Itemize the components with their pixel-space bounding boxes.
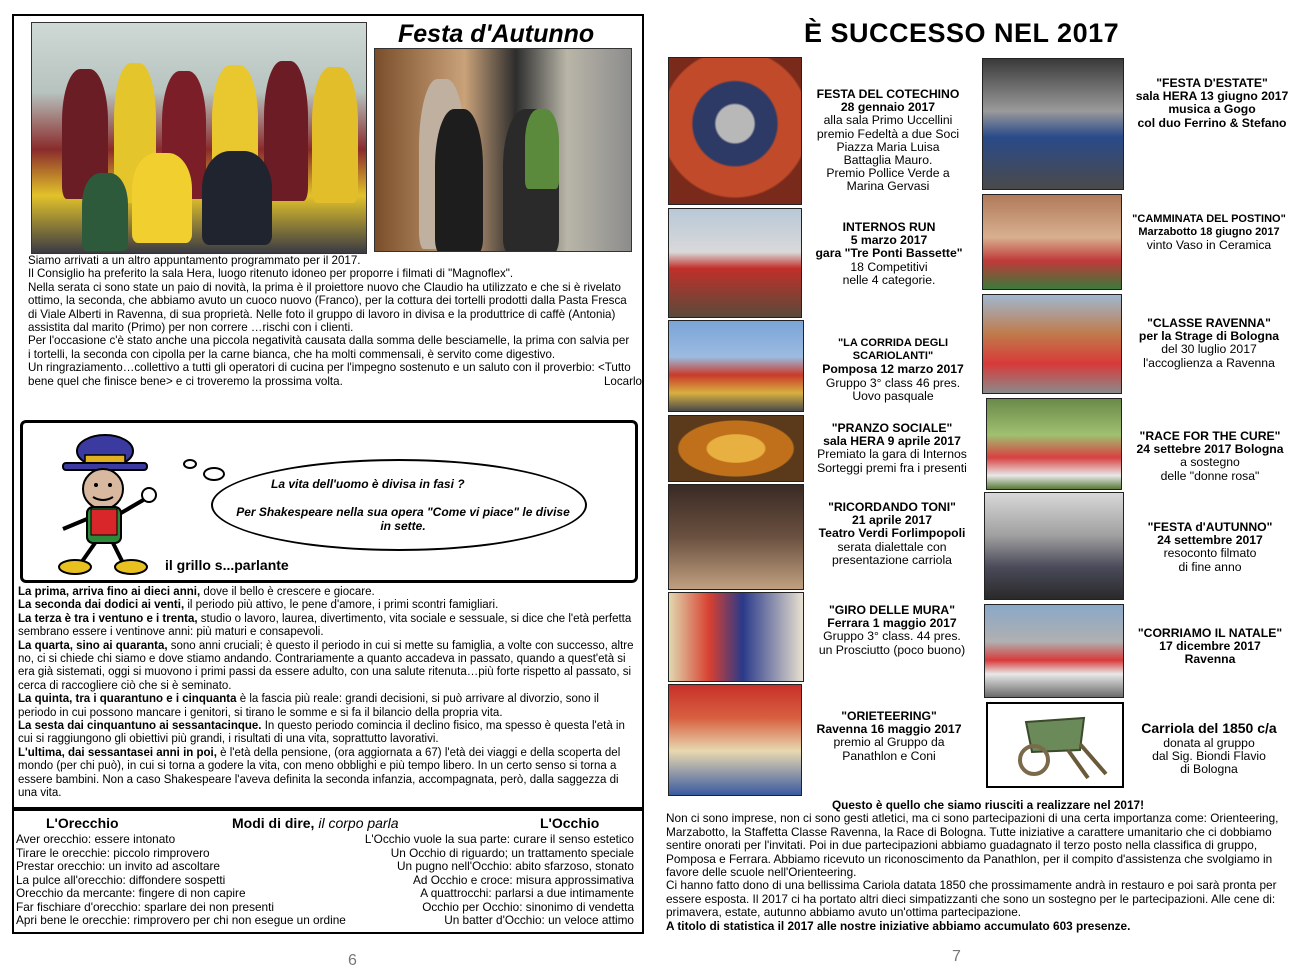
page-title: Festa d'Autunno xyxy=(398,20,595,48)
event-date: Ferrara 1 maggio 2017 xyxy=(827,616,957,631)
phase-paragraph xyxy=(18,599,638,612)
phase-text: il periodo più attivo, le pene d'amore, i primi scontri famigliari. xyxy=(184,599,499,612)
event-detail: donata al gruppo xyxy=(1163,736,1255,750)
phase-lead: La quinta, tra i quarantuno e i cinquanta xyxy=(18,693,237,706)
ricordando-toni-photo xyxy=(668,484,804,590)
event-name: "RICORDANDO TONI" xyxy=(828,500,956,514)
event-detail: delle "donne rosa" xyxy=(1160,468,1260,483)
event-detail: dal Sig. Biondi Flavio xyxy=(1152,749,1266,764)
list-item: A quattrocchi: parlarsi a due intimamente xyxy=(420,886,634,900)
phase-text: è l'età della pensione, (ora aggiornata a 67) l'età dei viaggi e della scoperta del mondo (per chi può), in cui si torna a godere la vita, con meno obblighi e più tempo libero. In un certo senso si torna a essere bambini. Non a caso Shakespeare l'aveva definita la seconda infanzia, accompagnata, però, dalla saggezza di una vita. xyxy=(18,746,621,800)
event-detail: premio al Gruppo da xyxy=(833,735,945,750)
summary-paragraph: Non ci sono imprese, non ci sono gesti atletici, ma ci sono partecipazioni di una certa importanza come: Orienteering, Marzabotto, la Staffetta Classe Ravenna, la Race di Bologna. Tutte iniziative a carattere umanitario che ci dobbiamo sentire onorati per l'invitati. Poi in due partecipazioni abbiamo guadagnato il terzo posto nella classifica di gruppo, Pomposa e Ferrara. Abbiamo ricevuto un riconoscimento da Panathlon, per il compito d'assistenza che svolgiamo in favore delle scuole nell'Orienteering. xyxy=(666,811,1279,880)
event-detail: resoconto filmato xyxy=(1163,546,1257,561)
wheelbarrow-icon xyxy=(988,704,1122,786)
festa-estate-photo xyxy=(982,58,1124,190)
phase-text: è la fascia più reale: grandi decisioni, si può arrivare al divorzio, sono il periodo in cui possono mancare i genitori, si tirano le somme e si fa il bilancio della propria vita. xyxy=(18,693,599,719)
event-internos-run xyxy=(804,221,974,287)
event-detail: Battaglia Mauro. xyxy=(843,153,933,168)
bubble-answer: Per Shakespeare nella sua opera "Come vi piace" le divise in sette. xyxy=(236,505,570,533)
phase-paragraph xyxy=(18,613,638,640)
list-item: Un pugno nell'Occhio: abito sfarzoso, stonato xyxy=(396,859,634,873)
event-detail: Premio Pollice Verde a xyxy=(826,166,950,181)
cartoon-box xyxy=(20,420,638,583)
phase-paragraph xyxy=(18,640,638,694)
event-festa-autunno xyxy=(1126,521,1294,574)
phase-paragraph xyxy=(18,693,638,720)
list-item: Orecchio da mercante: fingere di non capire xyxy=(16,886,246,900)
page-number-left: 6 xyxy=(348,952,357,969)
event-detail: Piazza Maria Luisa xyxy=(836,139,940,154)
event-detail: Uovo pasquale xyxy=(852,388,934,403)
event-corriamo-natale xyxy=(1124,627,1296,667)
event-date: sala HERA 13 giugno 2017 xyxy=(1135,89,1289,104)
eye-heading: L'Occhio xyxy=(540,815,600,831)
list-item: Un Occhio di riguardo; un trattamento speciale xyxy=(390,845,634,860)
list-item: Tirare le orecchie: piccolo rimprovero xyxy=(16,845,210,860)
event-detail: vinto Vaso in Ceramica xyxy=(1146,238,1272,253)
cartoon-caption: il grillo s...parlante xyxy=(165,557,289,573)
list-item: Prestar orecchio: un invito ad ascoltare xyxy=(16,859,220,873)
event-date: Pomposa 12 marzo 2017 xyxy=(822,362,964,377)
event-date: 24 settembre 2017 xyxy=(1157,533,1263,548)
event-detail: Premiato la gara di Internos xyxy=(817,447,967,462)
list-item: Un batter d'Occhio: un veloce attimo xyxy=(444,913,634,927)
phase-text: sono anni cruciali; è questo il periodo in cui si mette su famiglia, a volte con successo, altre no, ci si chiede chi siamo e dove stiamo andando. Contrariamente a quanto accadeva in passato, quando a quest'età si era già sistemati, oggi si muovono i primi passi da essere adulto, con una salute ritenuta…più forte rispetto al passato, si cerca di raccogliere ciò che si è seminato. xyxy=(18,639,634,692)
event-date: Marzabotto 18 giugno 2017 xyxy=(1138,226,1280,239)
event-detail: Gruppo 3° class. 44 pres. xyxy=(823,629,961,644)
giro-mura-photo xyxy=(668,592,804,682)
event-name: INTERNOS RUN xyxy=(842,220,936,234)
summary-paragraph: Ci hanno fatto dono di una bellissima Cariola datata 1850 che prossimamente andrà in restauro e poi sarà pronta per essere esposta. Il 2017 ci ha portato altri dieci simpatizzanti che sono un sostegno per le partecipazioni. Alle cene di: primavera, estate, autunno abbiamo avuto un'ottima partecipazione. xyxy=(666,878,1277,920)
festa-story xyxy=(28,254,642,388)
story-paragraph: Un ringraziamento…collettivo a tutti gli operatori di cucina per l'impegno sostenuto e un saluto con il proverbio: <Tutto bene quel che finisce bene> e ci troveremo la prossima volta. xyxy=(28,361,631,388)
event-detail: di fine anno xyxy=(1178,559,1242,574)
phase-paragraph xyxy=(18,586,638,599)
event-detail: Sorteggi premi fra i presenti xyxy=(817,460,967,475)
kitchen-photo xyxy=(374,48,632,252)
event-name: "GIRO DELLE MURA" xyxy=(829,603,955,617)
list-item: Ad Occhio e croce: misura approssimativa xyxy=(413,872,634,887)
festa-autunno-photo xyxy=(984,492,1124,600)
event-detail-bold: musica a Gogo xyxy=(1168,102,1256,117)
sayings-heading-italic: il corpo parla xyxy=(314,815,399,831)
thought-dot-small xyxy=(183,459,197,469)
phase-lead: La terza è tra i ventuno e i trenta, xyxy=(18,612,198,625)
event-detail-bold: Ravenna xyxy=(1184,652,1236,667)
bubble-question: La vita dell'uomo è divisa in fasi ? xyxy=(271,477,465,491)
page-number-right: 7 xyxy=(952,948,961,965)
event-race-cure xyxy=(1124,430,1296,483)
phase-lead: L'ultima, dai sessantasei anni in poi, xyxy=(18,746,217,759)
event-name: "CORRIAMO IL NATALE" xyxy=(1137,626,1283,640)
event-date: 28 gennaio 2017 xyxy=(840,100,936,115)
ear-heading: L'Orecchio xyxy=(46,815,119,831)
story-paragraph: Il Consiglio ha preferito la sala Hera, luogo ritenuto idoneo per proporre i filmati di "Magnoflex". xyxy=(28,267,514,281)
event-detail-bold: gara "Tre Ponti Bassette" xyxy=(815,246,963,261)
event-detail: Gruppo 3° class 46 pres. xyxy=(825,375,961,390)
event-name: "CLASSE RAVENNA" xyxy=(1147,316,1271,330)
event-date: per la Strage di Bologna xyxy=(1138,329,1280,344)
event-name: Carriola del 1850 c/a xyxy=(1141,720,1277,736)
event-date: sala HERA 9 aprile 2017 xyxy=(823,434,961,449)
event-detail: di Bologna xyxy=(1180,762,1238,777)
event-date: 17 dicembre 2017 xyxy=(1159,639,1261,654)
list-item: L'Occhio vuole la sua parte: curare il senso estetico xyxy=(364,832,634,846)
page-title-right: È SUCCESSO NEL 2017 xyxy=(804,18,1120,48)
cotechino-photo xyxy=(668,57,802,205)
life-phases-text xyxy=(18,586,638,801)
event-cotechino xyxy=(804,88,972,194)
event-date: 24 settebre 2017 Bologna xyxy=(1136,442,1284,457)
event-detail: Marina Gervasi xyxy=(846,179,930,194)
list-item: Aver orecchio: essere intonato xyxy=(16,832,176,846)
list-item: Occhio per Occhio: sinonimo di vendetta xyxy=(422,899,634,914)
group-photo xyxy=(31,22,367,254)
event-ricordando-toni xyxy=(806,501,978,567)
event-detail-bold: Teatro Verdi Forlimpopoli xyxy=(818,526,966,541)
event-name: "RACE FOR THE CURE" xyxy=(1139,429,1281,443)
summary-heading: Questo è quello che siamo riusciti a realizzare nel 2017! xyxy=(831,798,1145,812)
sayings-heading xyxy=(232,815,399,831)
event-detail: presentazione carriola xyxy=(832,552,952,567)
signature: Locarlo xyxy=(603,374,642,388)
internos-run-photo xyxy=(668,208,802,318)
pranzo-photo xyxy=(668,415,804,482)
event-name: "CAMMINATA DEL POSTINO" xyxy=(1132,213,1286,225)
orieteering-photo xyxy=(668,684,802,796)
event-classe-ravenna xyxy=(1126,317,1292,370)
event-name: "LA CORRIDA DEGLI SCARIOLANTI" xyxy=(837,337,949,363)
event-festa-estate xyxy=(1126,77,1298,130)
list-item: Apri bene le orecchie: rimprovero per chi non esegue un ordine xyxy=(16,913,346,927)
event-detail: col duo Ferrino & Stefano xyxy=(1137,115,1287,130)
camminata-photo xyxy=(982,194,1122,290)
event-detail: un Prosciutto (poco buono) xyxy=(818,642,966,657)
event-name: "PRANZO SOCIALE" xyxy=(831,421,953,435)
phase-lead: La sesta dai cinquantuno ai sessantacinque. xyxy=(18,720,262,733)
event-detail: nelle 4 categorie. xyxy=(842,272,936,287)
story-paragraph: Siamo arrivati a un altro appuntamento programmato per il 2017. xyxy=(28,254,361,267)
event-carriola xyxy=(1126,720,1292,777)
event-detail: del 30 luglio 2017 xyxy=(1161,342,1257,357)
race-cure-photo xyxy=(986,398,1122,490)
year-summary xyxy=(666,799,1290,933)
event-detail: premio Fedeltà a due Soci xyxy=(816,126,960,141)
story-paragraph: Per l'occasione c'è stato anche una piccola negatività causata dalla somma delle besciamelle, la prima con salvia per i tortelli, la seconda con cipolla per la carne bianca, che ha molti commensali, è servito come digestivo. xyxy=(28,334,630,361)
event-detail: 18 Competitivi xyxy=(850,259,928,274)
event-detail: alla sala Primo Uccellini xyxy=(823,113,953,128)
event-date: Ravenna 16 maggio 2017 xyxy=(816,722,962,737)
event-detail: a sostegno xyxy=(1180,455,1240,470)
phase-lead: La quarta, sino ai quaranta, xyxy=(18,639,168,652)
eye-sayings-list xyxy=(274,833,634,928)
phase-paragraph xyxy=(18,747,638,801)
corrida-photo xyxy=(668,320,804,412)
event-camminata xyxy=(1124,213,1294,253)
event-date: 5 marzo 2017 xyxy=(850,233,928,248)
phase-lead: La prima, arriva fino ai dieci anni, xyxy=(18,586,201,598)
event-name: "FESTA D'ESTATE" xyxy=(1156,76,1268,90)
phase-text: In questo periodo comincia il declino fisico, ma spesso è questa l'età in cui si raggiungono gli obiettivi più grandi, i risultati di una vita, soprattutto lavorativi. xyxy=(18,720,625,746)
phase-text: studio o lavoro, laurea, divertimento, vita sociale e sessuale, si dice che l'età perfetta sembrano essere i ventinove anni: più maturi e consapevoli. xyxy=(18,612,632,639)
event-name: "FESTA d'AUTUNNO" xyxy=(1147,520,1273,534)
event-name: FESTA DEL COTECHINO xyxy=(816,87,960,101)
phase-paragraph xyxy=(18,720,638,747)
event-detail: l'accoglienza a Ravenna xyxy=(1143,355,1275,370)
event-corrida xyxy=(804,337,982,403)
event-detail: Panathlon e Coni xyxy=(842,748,936,763)
thought-dot-large xyxy=(203,467,225,481)
event-name: "ORIETEERING" xyxy=(841,709,937,723)
phase-lead: La seconda dai dodici ai venti, xyxy=(18,599,185,612)
event-detail: serata dialettale con xyxy=(837,539,947,554)
sayings-box xyxy=(12,809,644,934)
list-item: Far fischiare d'orecchio: sparlare dei non presenti xyxy=(16,899,274,914)
list-item: La pulce all'orecchio: diffondere sospetti xyxy=(16,872,226,887)
classe-ravenna-photo xyxy=(982,294,1122,394)
event-giro-mura xyxy=(806,604,978,657)
phase-text: dove il bello è crescere e giocare. xyxy=(200,586,375,598)
corriamo-natale-photo xyxy=(984,604,1124,698)
summary-statistic: A titolo di statistica il 2017 alle nostre iniziative abbiamo accumulato 603 presenze. xyxy=(666,918,1131,933)
story-paragraph: Nella serata ci sono state un paio di novità, la prima è il proiettore nuovo che Claudio ha utilizzato e che si è rivelato ottimo, la seconda, che abbiamo avuto un cuoco nuovo (Franco), per la cottura dei tortelli prodotti dalla Pasta Fresca di Viale Alberti in Ravenna, di sua proprietà. Nelle foto il gruppo di lavoro in divisa e la produttrice di caffè (Antonia) assistita dal marito (Primo) per non correre …rischi con i clienti. xyxy=(28,280,627,335)
carriola-photo xyxy=(986,702,1124,788)
left-page-frame xyxy=(12,14,644,809)
event-orieteering xyxy=(802,710,976,763)
event-date: 21 aprile 2017 xyxy=(852,513,932,528)
event-pranzo-sociale xyxy=(806,422,978,475)
cricket-illustration xyxy=(41,429,171,577)
sayings-heading-bold: Modi di dire, xyxy=(232,815,315,831)
